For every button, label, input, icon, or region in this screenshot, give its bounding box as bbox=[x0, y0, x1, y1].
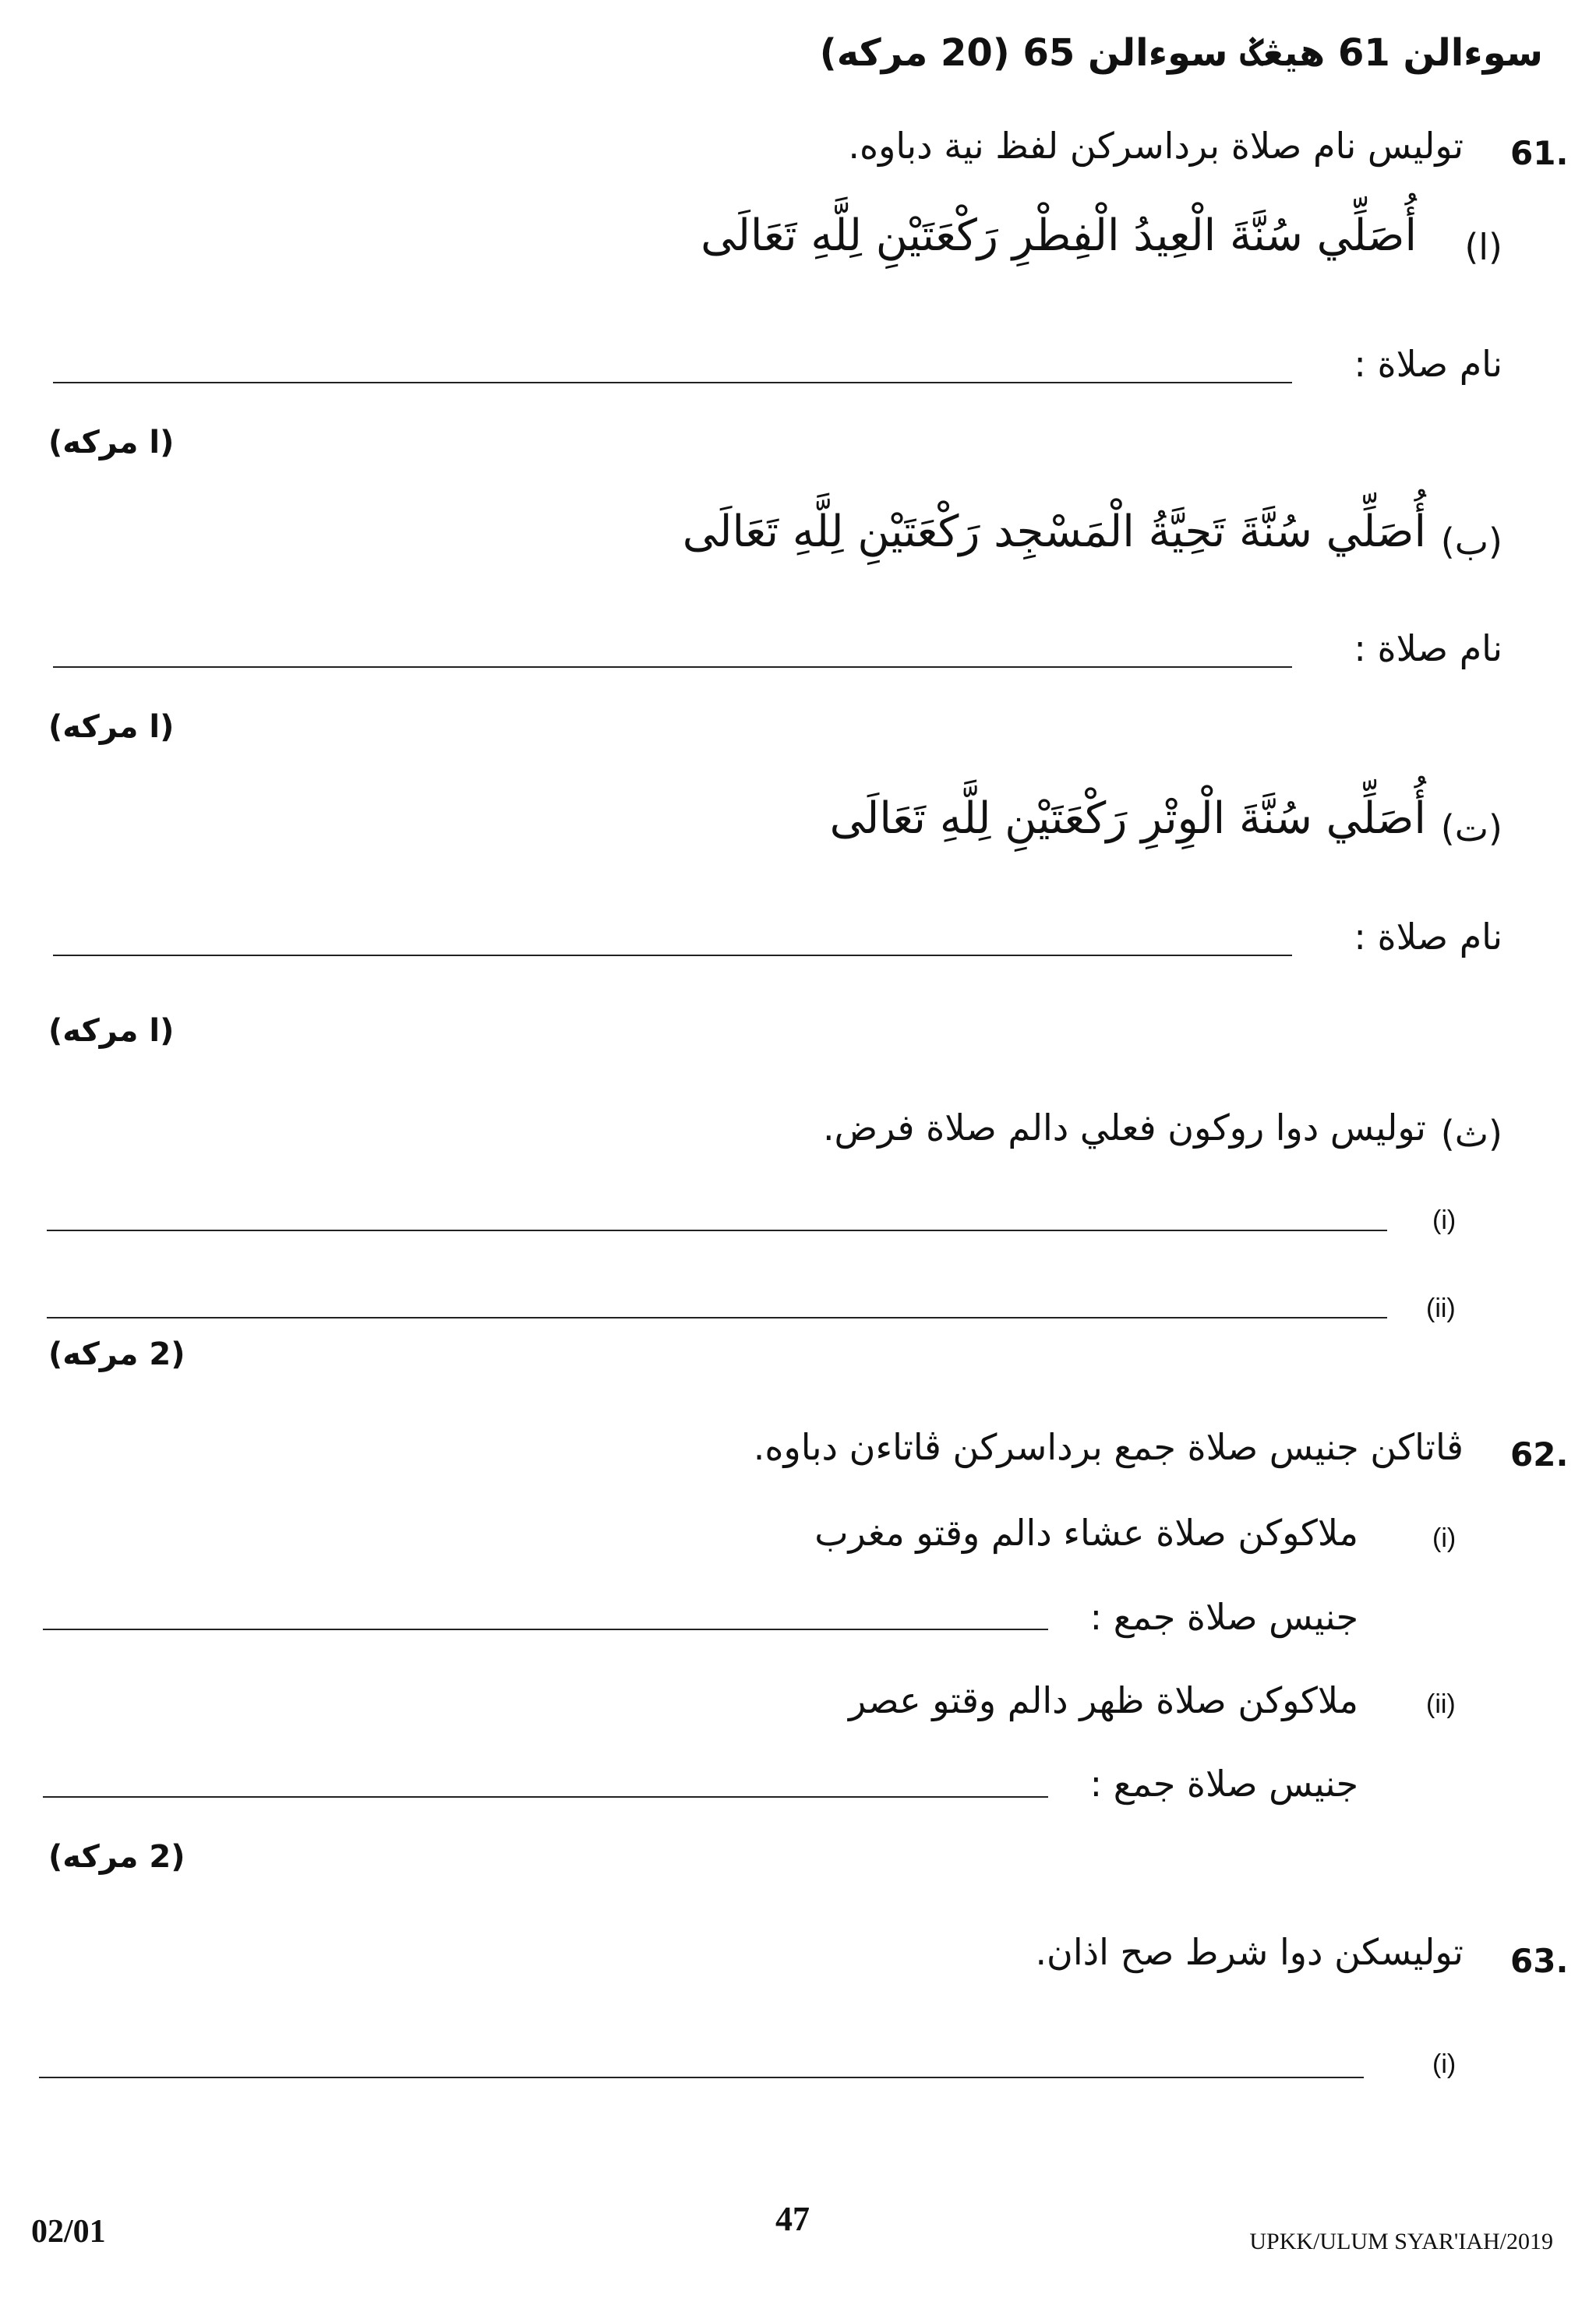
footer-code: 02/01 bbox=[31, 2214, 106, 2250]
roman-i-d: (i) bbox=[1432, 1205, 1457, 1235]
marks-c: (ا مركه) bbox=[48, 1013, 175, 1049]
roman-ii-d: (ii) bbox=[1426, 1294, 1456, 1323]
answer-label-a: نام صلاة : bbox=[1354, 343, 1502, 385]
answer-line-c[interactable] bbox=[53, 955, 1292, 956]
part-label-a: (ا) bbox=[1464, 226, 1502, 268]
answer-line-d-i[interactable] bbox=[47, 1230, 1387, 1231]
answer-line-62-ii[interactable] bbox=[43, 1796, 1048, 1798]
part-d-text: توليس دوا روكون فعلي دالم صلاة فرض. bbox=[822, 1107, 1426, 1149]
answer-label-c: نام صلاة : bbox=[1354, 916, 1502, 958]
section-heading: سوءالن 61 هيڠݢ سوءالن 65 (20 مركه) bbox=[819, 31, 1543, 75]
answer-line-d-ii[interactable] bbox=[47, 1317, 1387, 1318]
roman-i-63: (i) bbox=[1432, 2049, 1457, 2079]
page-number: 47 bbox=[775, 2200, 810, 2238]
marks-d: (2 مركه) bbox=[48, 1336, 185, 1372]
question-62-instruction: ڤاتاكن جنيس صلاة جمع برداسركن ڤاتاءن دباوه. bbox=[753, 1426, 1464, 1468]
answer-line-62-i[interactable] bbox=[43, 1629, 1048, 1630]
item-62-ii-text: ملاكوكن صلاة ظهر دالم وقتو عصر bbox=[848, 1679, 1358, 1721]
question-61-instruction: توليس نام صلاة برداسركن لفظ نية دباوه. bbox=[848, 125, 1464, 167]
niat-text-a: أُصَلِّي سُنَّةَ الْعِيدُ الْفِطْرِ رَكْعَتَيْنِ لِلَّهِ تَعَالَى bbox=[701, 210, 1417, 261]
question-number-62: 62. bbox=[1510, 1435, 1569, 1474]
footer-title: UPKK/ULUM SYAR'IAH/2019 bbox=[1249, 2229, 1553, 2254]
marks-62: (2 مركه) bbox=[48, 1839, 185, 1875]
niat-text-c: أُصَلِّي سُنَّةَ الْوِتْرِ رَكْعَتَيْنِ لِلَّهِ تَعَالَى bbox=[829, 793, 1426, 844]
answer-line-a[interactable] bbox=[53, 382, 1292, 383]
question-number-61: 61. bbox=[1510, 134, 1569, 172]
roman-i-62: (i) bbox=[1432, 1523, 1457, 1553]
answer-label-62-i: جنيس صلاة جمع : bbox=[1089, 1596, 1358, 1638]
part-label-d: (ث) bbox=[1440, 1113, 1502, 1155]
part-label-b: (ب) bbox=[1440, 521, 1502, 563]
question-number-63: 63. bbox=[1510, 1942, 1569, 1980]
answer-line-63-i[interactable] bbox=[39, 2077, 1364, 2078]
answer-label-b: نام صلاة : bbox=[1354, 627, 1502, 669]
answer-line-b[interactable] bbox=[53, 666, 1292, 668]
item-62-i-text: ملاكوكن صلاة عشاء دالم وقتو مغرب bbox=[814, 1512, 1358, 1554]
part-label-c: (ت) bbox=[1440, 807, 1502, 849]
question-63-instruction: توليسكن دوا شرط صح اذان. bbox=[1035, 1931, 1464, 1973]
marks-b: (ا مركه) bbox=[48, 709, 175, 745]
niat-text-b: أُصَلِّي سُنَّةَ تَحِيَّةُ الْمَسْجِد رَكْعَتَيْنِ لِلَّهِ تَعَالَى bbox=[682, 507, 1426, 557]
roman-ii-62: (ii) bbox=[1426, 1689, 1456, 1719]
marks-a: (ا مركه) bbox=[48, 425, 175, 461]
answer-label-62-ii: جنيس صلاة جمع : bbox=[1089, 1763, 1358, 1805]
